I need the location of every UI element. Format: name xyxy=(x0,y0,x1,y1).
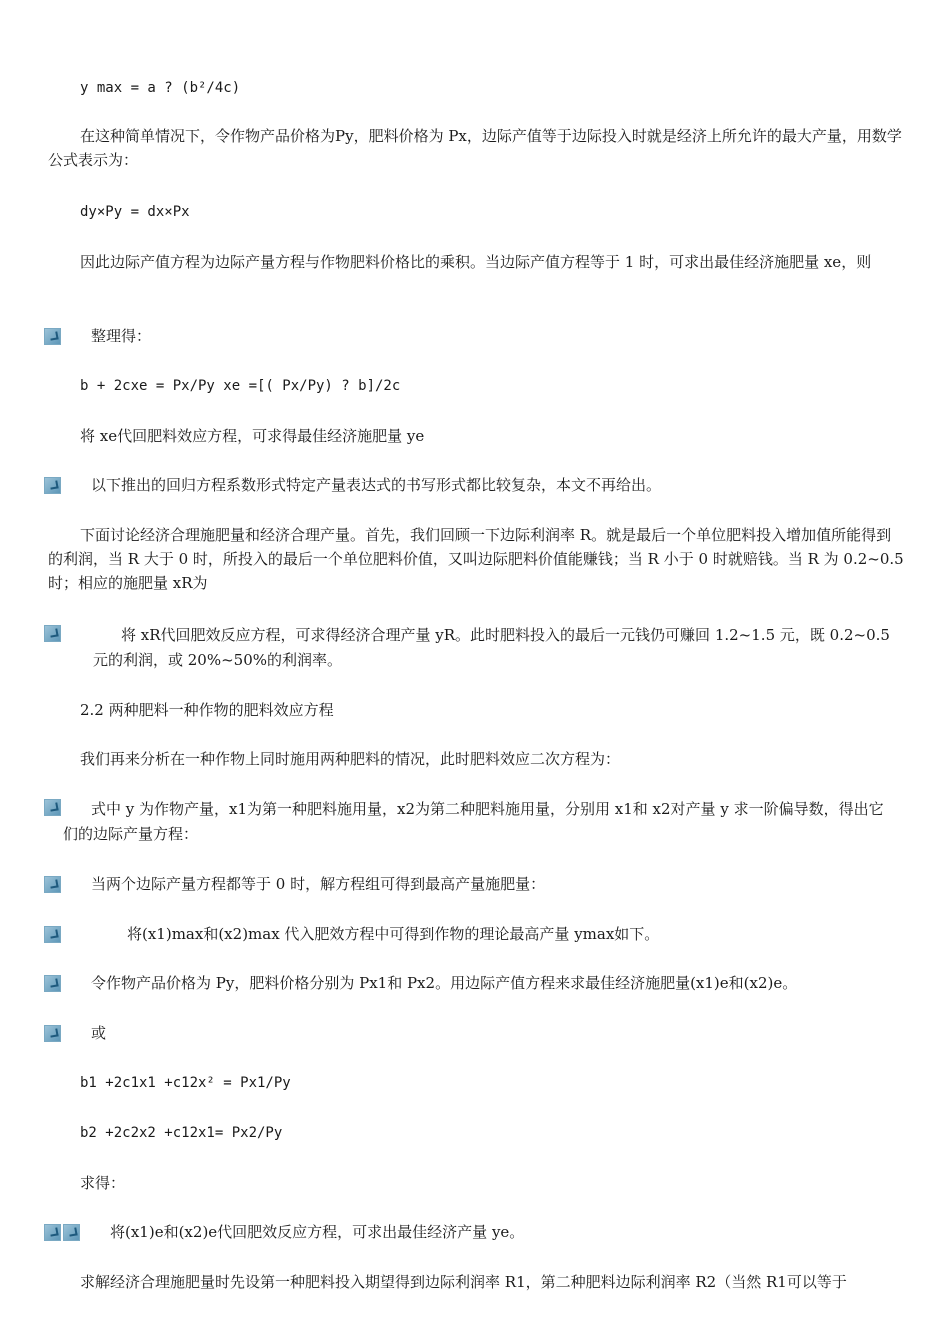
arrow-down-right-icon xyxy=(44,1224,61,1241)
arrow-down-right-icon xyxy=(44,876,61,893)
line-optimal-yield xyxy=(0,1221,950,1243)
arrow-down-right-icon xyxy=(44,799,61,816)
arrow-down-right-icon xyxy=(63,1224,80,1241)
text-ymax: 将(x1)max和(x2)max 代入肥效方程中可得到作物的理论最高产量 ymax如下。 xyxy=(127,925,660,943)
arrow-down-right-icon xyxy=(44,975,61,992)
line-partial-derivative xyxy=(0,797,950,847)
text-regression-note: 以下推出的回归方程系数形式特定产量表达式的书写形式都比较复杂，本文不再给出。 xyxy=(91,476,662,494)
text-optimal-yield: 将(x1)e和(x2)e代回肥效反应方程，可求出最佳经济产量 ye。 xyxy=(110,1223,525,1241)
text-optimal-rate: 令作物产品价格为 Py，肥料价格分别为 Px1和 Px2。用边际产值方程来求最佳经济施肥量(x1)e和(x2)e。 xyxy=(91,974,798,992)
arrow-down-right-icon xyxy=(44,926,61,943)
formula-b2: b2 +2c2x2 +c12x1= Px2/Py xyxy=(80,1125,283,1141)
line-regression-note xyxy=(0,474,950,496)
line-max-yield-rate xyxy=(0,873,950,895)
formula-ymax: y max = a ? (b²/4c) xyxy=(80,80,241,96)
line-optimal-rate xyxy=(0,972,950,994)
paragraph-two-fertilizers: 我们再来分析在一种作物上同时施用两种肥料的情况，此时肥料效应二次方程为： xyxy=(80,750,621,768)
line-ymax xyxy=(0,923,950,945)
section-heading-2-2: 2.2 两种肥料一种作物的肥料效应方程 xyxy=(80,701,334,719)
paragraph-price-intro: 在这种简单情况下，令作物产品价格为Py，肥料价格为 Px，边际产值等于边际投入时就是经济上所允许的最大产量，用数学公式表示为： xyxy=(48,127,902,169)
arrow-down-right-icon xyxy=(44,328,61,345)
paragraph-marginal-profit: 下面讨论经济合理施肥量和经济合理产量。首先，我们回顾一下边际利润率 R。就是最后一个单位肥料投入增加值所能得到的利润，当 R 大于 0 时，所投入的最后一个单位肥料价值，又叫边际肥料价值能赚钱；当 R 小于 0 时就赔钱。当 R 为 0.2~0.5 时；相应的施肥量 xR为 xyxy=(48,526,904,592)
line-arrange xyxy=(0,325,950,347)
text-or: 或 xyxy=(91,1024,107,1042)
formula-b1: b1 +2c1x1 +c12x² = Px1/Py xyxy=(80,1075,291,1091)
paragraph-reasonable-rate: 求解经济合理施肥量时先设第一种肥料投入期望得到边际利润率 R1，第二种肥料边际利润率 R2（当然 R1可以等于 xyxy=(80,1273,847,1291)
arrow-down-right-icon xyxy=(44,1025,61,1042)
text-max-yield-rate: 当两个边际产量方程都等于 0 时，解方程组可得到最高产量施肥量： xyxy=(91,875,546,893)
arrow-down-right-icon xyxy=(44,477,61,494)
paragraph-marginal-value: 因此边际产值方程为边际产量方程与作物肥料价格比的乘积。当边际产值方程等于 1 时，可求出最佳经济施肥量 xe，则 xyxy=(80,253,872,271)
text-yR: 将 xR代回肥效反应方程，可求得经济合理产量 yR。此时肥料投入的最后一元钱仍可赚回 1.2~1.5 元，既 0.2~0.5 元的利润，或 20%~50%的利润率。 xyxy=(93,626,890,669)
formula-marginal-value: dy×Py = dx×Px xyxy=(80,204,190,220)
line-yR xyxy=(0,623,950,673)
text-arrange: 整理得： xyxy=(91,327,152,345)
line-or xyxy=(0,1022,950,1044)
arrow-down-right-icon xyxy=(44,625,61,642)
text-partial-derivative: 式中 y 为作物产量，x1为第一种肥料施用量，x2为第二种肥料施用量，分别用 x1和 x2对产量 y 求一阶偏导数，得出它们的边际产量方程： xyxy=(63,800,884,843)
text-solve: 求得： xyxy=(80,1174,126,1192)
paragraph-ye: 将 xe代回肥料效应方程，可求得最佳经济施肥量 ye xyxy=(80,427,425,445)
formula-xe: b + 2cxe = Px/Py xe =[( Px/Py) ? b]/2c xyxy=(80,378,401,394)
